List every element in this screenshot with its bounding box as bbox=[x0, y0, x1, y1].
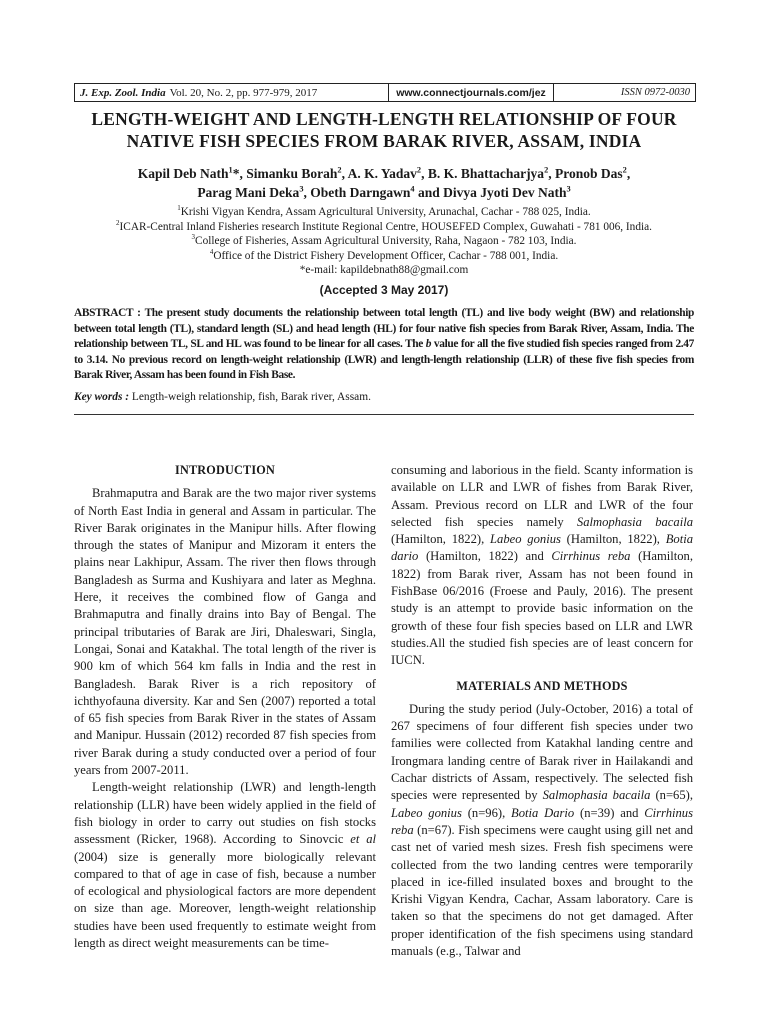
separator: , bbox=[548, 166, 555, 181]
conjunction: and bbox=[414, 185, 444, 200]
species-name: Botia dario bbox=[391, 532, 693, 564]
author-affil-mark: 3 bbox=[299, 184, 304, 194]
species-name: Cirrhinus reba bbox=[551, 549, 631, 564]
author-name: Kapil Deb Nath bbox=[137, 166, 229, 181]
separator: , bbox=[341, 166, 348, 181]
paper-title bbox=[74, 108, 694, 152]
corresponding-mark: *, bbox=[232, 166, 247, 181]
divider bbox=[74, 414, 694, 415]
section-heading-methods: MATERIALS AND METHODS bbox=[456, 678, 628, 693]
b-symbol: b bbox=[425, 338, 432, 350]
intro-paragraph-2: Length-weight relationship (LWR) and length-length relationship (LLR) have been widely applied in the field of fish biology in order to carry out studies on fish stocks assessment (Ricker, 1968). According to Sinovcic et al (2004) size is generally more biologically relevant compared to that of age in case of fish, because a number of ecological and physiological factors are more dependent on size than age. Moreover, length-weight relationship studies have been used frequently to estimate weight from length as direct weight measurements can be time- bbox=[74, 780, 376, 951]
journal-name: J. Exp. Zool. India bbox=[80, 86, 166, 99]
species-name: Cirrhinus reba bbox=[391, 805, 693, 837]
author-affil-mark: 2 bbox=[337, 165, 342, 175]
affiliation-2: $^2$ICAR-Central Inland Fisheries research Institute Regional Centre, HOUSEFED Complex, Guwahati - 781 006, India. bbox=[116, 218, 652, 233]
species-name: Salmophasia bacaila bbox=[576, 514, 693, 529]
methods-paragraph-1: During the study period (July-October, 2016) a total of 267 specimens of four different fish species under two families were collected from Katakhal landing centre and Irongmara landing centre of Barak river in Hailakandi and Cachar districts of Assam, respectively. The selected fish species were represented by Salmophasia bacaila (n=65), Labeo gonius (n=96), Botia Dario (n=39) and Cirrhinus reba (n=67). Fish specimens were caught using gill net and cast net of varied mesh sizes. Fresh fish specimens were collected from the two landing centres were temporarily placed in ice-filled insulated boxes and brought to the Krishi Vigyan Kendra, Cachar, Assam laboratory. Care is taken so that the specimens do not get damaged. After proper identification of the fish specimens using standard manuals (e.g., Talwar and bbox=[391, 701, 693, 959]
author-list bbox=[74, 164, 694, 202]
abstract-label: ABSTRACT : bbox=[74, 307, 145, 319]
author-affil-mark: 2 bbox=[416, 165, 422, 175]
author-line-2 bbox=[74, 183, 694, 202]
affiliation-3: $^3$College of Fisheries, Assam Agricultural University, Raha, Nagaon - 782 103, India. bbox=[191, 233, 577, 247]
abstract bbox=[74, 306, 694, 384]
intro-paragraph-1: Brahmaputra and Barak are the two major river systems of North East India in general and Assam in particular. The River Barak originates in the Manipur hills. After flowing through the states of Manipur and Mizoram it enters the plains near Lakhipur, Assam. The river then flows through Bangladesh as Surma and Kushiyara and later as Meghna. Here, it receives the combined flow of Ganga and Brahmaputra and finally drains into Bay of Bengal. The principal tributaries of Barak are Jiri, Dhaleswari, Singla, Longai, Sonai and Katakhal. The total length of the river is 900 km of which 564 km falls in India and the rest in Bangladesh. Barak River is a rich repository of ichthyofauna diversity. Kar and Sen (2007) reported a total of 65 fish species from Barak River in the states of Assam and Manipur. Hussain (2012) recorded 87 fish species from river Barak during a study conducted over a period of four years from 2007-2011. bbox=[74, 486, 376, 778]
author-name: A. K. Yadav bbox=[347, 166, 417, 181]
volume-info: Vol. 20, No. 2, pp. 977-979, 2017 bbox=[169, 86, 318, 99]
species-name: Botia Dario bbox=[511, 805, 575, 820]
email[interactable]: *e-mail: kapildebnath88@gmail.com bbox=[299, 264, 469, 276]
author-name: Pronob Das bbox=[555, 166, 623, 181]
author-name: B. K. Bhattacharjya bbox=[427, 166, 545, 181]
author-name: Obeth Darngawn bbox=[310, 185, 411, 200]
species-name: Labeo gonius bbox=[490, 532, 561, 547]
intro-paragraph-3: consuming and laborious in the field. Scanty information is available on LLR and LWR of fishes from Barak River, Assam. Previous record on LLR and LWR of the four selected fish species namely Salmophasia bacaila (Hamilton, 1822), Labeo gonius (Hamilton, 1822), Botia dario (Hamilton, 1822) and Cirrhinus reba (Hamilton, 1822) from Barak river, Assam has not been found in FishBase 06/2016 (Froese and Pauly, 2016). The present study is an attempt to provide basic information on the growth of these four fish species based on LLR and LWR studies.All the studied fish species are of least concern for IUCN. bbox=[391, 463, 694, 668]
species-name: Salmophasia bacaila bbox=[542, 788, 651, 803]
title-line-2: NATIVE FISH SPECIES FROM BARAK RIVER, ASSAM, INDIA bbox=[126, 131, 642, 151]
journal-citation bbox=[75, 84, 389, 101]
journal-website[interactable]: www.connectjournals.com/jez bbox=[389, 84, 554, 101]
keywords bbox=[74, 390, 694, 405]
author-affil-mark: 1 bbox=[228, 165, 233, 175]
separator: , bbox=[303, 185, 311, 200]
left-column bbox=[74, 462, 376, 952]
author-affil-mark: 4 bbox=[410, 184, 415, 194]
affiliation-1: $^1$Krishi Vigyan Kendra, Assam Agricultural University, Arunachal, Cachar - 788 025, India. bbox=[177, 204, 591, 218]
species-name: Labeo gonius bbox=[391, 805, 462, 820]
affiliation-4: $^4$Office of the District Fishery Development Officer, Cachar - 788 001, India. bbox=[209, 247, 559, 262]
author-affil-mark: 2 bbox=[622, 165, 627, 175]
author-line-1: Kapil Deb Nath$^1$*, Simanku Borah$^2$, A. K. Yadav$^2$, B. K. Bhattacharjya$^2$, Pronob Das$^2$, bbox=[137, 165, 631, 181]
affiliations bbox=[74, 205, 694, 278]
accepted-date: (Accepted 3 May 2017) bbox=[319, 283, 449, 297]
right-column bbox=[391, 462, 693, 960]
journal-header bbox=[74, 83, 696, 102]
issn: ISSN 0972-0030 bbox=[620, 87, 690, 98]
abstract-text: The present study documents the relationship between total length (TL) and live body weight (BW) and relationship between total length (TL), standard length (SL) and head length (HL) for four native fish species from Barak River, Assam, India. The relationship between TL, SL and HL was found to be linear for all cases. The bbox=[74, 307, 694, 350]
author-name: Divya Jyoti Dev Nath bbox=[443, 185, 567, 200]
author-name: Simanku Borah bbox=[246, 166, 338, 181]
section-heading-introduction: INTRODUCTION bbox=[175, 463, 275, 477]
keywords-text: Length-weigh relationship, fish, Barak river, Assam. bbox=[131, 391, 371, 403]
author-affil-mark: 2 bbox=[544, 165, 549, 175]
separator: , bbox=[421, 166, 428, 181]
author-name: Parag Mani Deka bbox=[197, 185, 300, 200]
abstract-text-cont: value for all the five studied fish species ranged from 2.47 to 3.14. No previous record on length-weight relationship (LWR) and length-length relationship (LLR) of these five fish species from Barak River, Assam has been found in Fish Base. bbox=[74, 338, 694, 381]
keywords-label: Key words : bbox=[74, 391, 132, 403]
title-line-1: LENGTH-WEIGHT AND LENGTH-LENGTH RELATIONSHIP OF FOUR bbox=[91, 109, 677, 129]
author-affil-mark: 3 bbox=[566, 184, 571, 194]
